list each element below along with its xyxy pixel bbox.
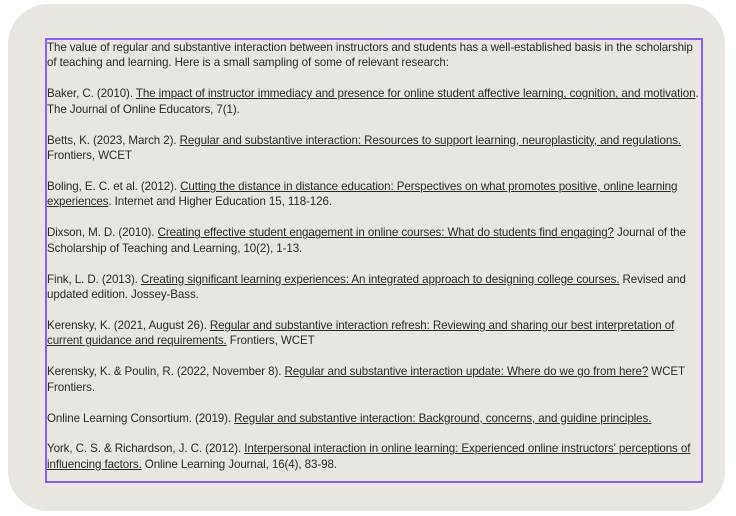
- reference-link[interactable]: Cutting the distance in distance education: Perspectives on what promotes positive, online learning experiences: [47, 179, 678, 209]
- reference-author: Online Learning Consortium. (2019).: [47, 411, 235, 425]
- reference-author: Kerensky, K. & Poulin, R. (2022, November 8).: [47, 365, 285, 379]
- reference-source: Frontiers, WCET: [226, 334, 315, 348]
- reference-author: Baker, C. (2010).: [47, 87, 136, 101]
- reference-author: Boling, E. C. et al. (2012).: [47, 179, 181, 193]
- reference-source: Online Learning Journal, 16(4), 83-98.: [141, 457, 337, 471]
- reference-link[interactable]: The impact of instructor immediacy and presence for online student affective learning, cognition, and motivation: [135, 87, 696, 101]
- reference-source: Revised and updated edition. Jossey-Bass.: [47, 272, 686, 301]
- reference-author: York, C. S. & Richardson, J. C. (2012).: [47, 442, 245, 456]
- reference-link[interactable]: Regular and substantive interaction update: Where do we go from here?: [284, 365, 649, 379]
- reference-item: [47, 441, 701, 472]
- reference-item: [47, 225, 701, 256]
- reference-source: WCET Frontiers.: [47, 365, 685, 394]
- reference-item: [47, 179, 701, 210]
- reference-author: Fink, L. D. (2013).: [47, 272, 142, 286]
- reference-link[interactable]: Regular and substantive interaction: Background, concerns, and guidine principles.: [234, 411, 652, 425]
- reference-source: . The Journal of Online Educators, 7(1).: [47, 87, 699, 116]
- reference-author: Betts, K. (2023, March 2).: [47, 133, 180, 147]
- reference-link[interactable]: Interpersonal interaction in online learning: Experienced online instructors' perceptions of influencing factors.: [47, 442, 691, 471]
- reference-link[interactable]: Regular and substantive interaction refresh: Reviewing and sharing our best interpretation of current guidance and requirements.: [47, 318, 675, 348]
- reference-link[interactable]: Regular and substantive interaction: Resources to support learning, neuroplasticity, and regulations.: [179, 133, 682, 147]
- reference-item: [47, 86, 701, 117]
- content-card: [8, 4, 725, 511]
- reference-source: . Internet and Higher Education 15, 118-126.: [108, 195, 332, 209]
- reference-source: Frontiers, WCET: [47, 149, 132, 163]
- reference-link[interactable]: Creating effective student engagement in online courses: What do students find engaging?: [157, 226, 614, 240]
- reference-item: [47, 318, 701, 349]
- reference-item: [47, 411, 701, 426]
- reference-author: Kerensky, K. (2021, August 26).: [47, 318, 210, 332]
- references-block: [45, 38, 703, 483]
- intro-paragraph: The value of regular and substantive interaction between instructors and students has a well-established basis in the scholarship of teaching and learning. Here is a small sampling of some of relevant research:: [47, 41, 693, 70]
- reference-item: [47, 133, 701, 164]
- reference-author: Dixson, M. D. (2010).: [47, 226, 158, 240]
- reference-source: Journal of the Scholarship of Teaching and Learning, 10(2), 1-13.: [47, 226, 686, 255]
- reference-link[interactable]: Creating significant learning experiences: An integrated approach to designing college courses.: [141, 272, 620, 286]
- reference-item: [47, 364, 701, 395]
- reference-item: [47, 272, 701, 303]
